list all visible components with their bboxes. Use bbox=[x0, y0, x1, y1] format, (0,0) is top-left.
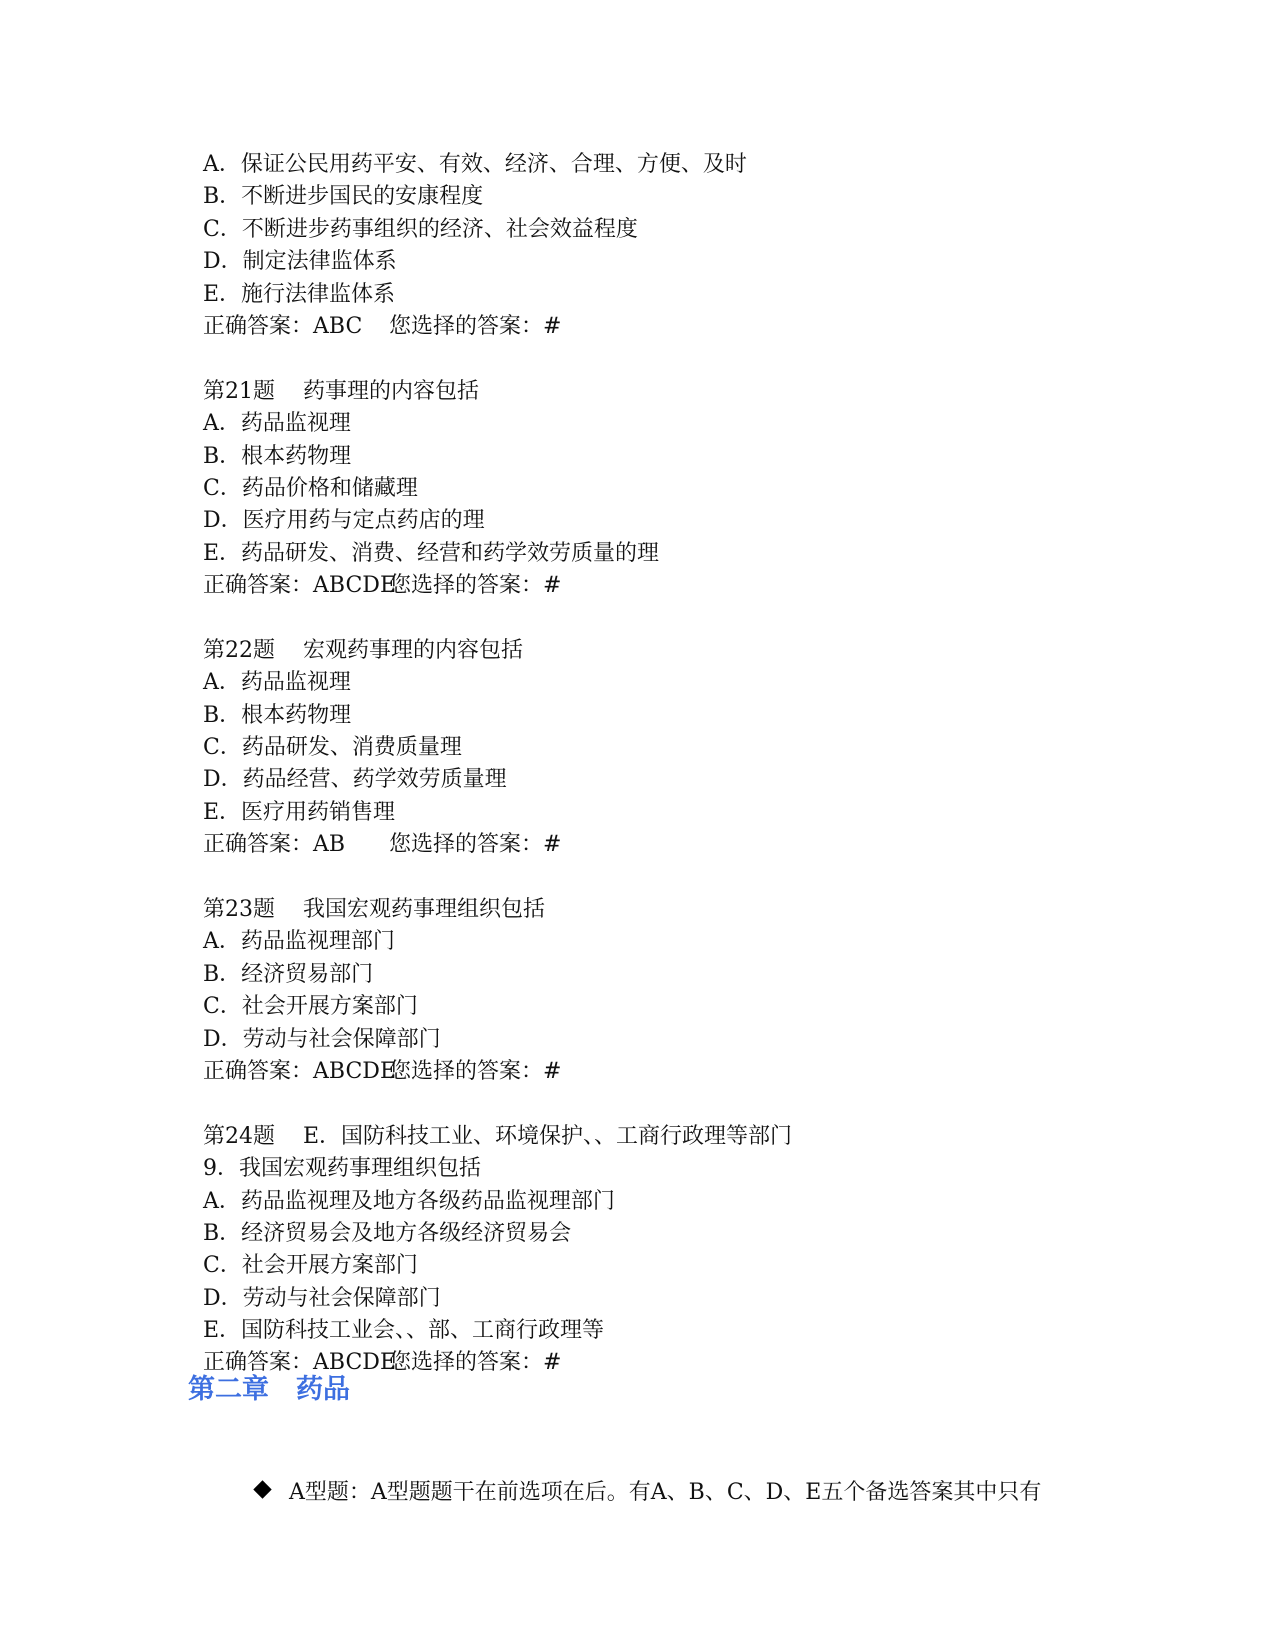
option-e: E．医疗用药销售理 bbox=[203, 799, 396, 825]
question-type-text: A型题：A型题题干在前选项在后。有A、B、C、D、E五个备选答案其中只有 bbox=[288, 1480, 1042, 1505]
question-subtext: 9．我国宏观药事理组织包括 bbox=[203, 1156, 481, 1182]
correct-answer-value: ABCDE bbox=[313, 1350, 397, 1376]
question-21 bbox=[203, 376, 1103, 603]
your-answer: 您选择的答案：# bbox=[389, 832, 562, 858]
option-d: D．药品经营、药学效劳质量理 bbox=[203, 767, 507, 793]
answer-line bbox=[203, 1056, 1103, 1088]
option-c: C．药品价格和储藏理 bbox=[203, 475, 418, 501]
option-a: A．保证公民用药平安、有效、经济、合理、方便、及时 bbox=[203, 152, 747, 177]
question-text: 我国宏观药事理组织包括 bbox=[303, 896, 546, 922]
option-c: C．不断进步药事组织的经济、社会效益程度 bbox=[203, 216, 638, 242]
question-title bbox=[203, 1121, 1103, 1153]
option-c: C．药品研发、消费质量理 bbox=[203, 735, 462, 761]
option-d: D．劳动与社会保障部门 bbox=[203, 1026, 441, 1052]
option-d: D．制定法律监体系 bbox=[203, 249, 397, 275]
option-e: E．施行法律监体系 bbox=[203, 281, 396, 307]
question-text: E．国防科技工业、环境保护、、工商行政理等部门 bbox=[303, 1123, 793, 1149]
your-answer: 您选择的答案：# bbox=[389, 573, 562, 599]
question-24 bbox=[203, 1121, 1103, 1380]
question-title bbox=[203, 894, 1103, 926]
option-a: A．药品监视理 bbox=[203, 411, 351, 437]
answer-line bbox=[203, 829, 1103, 861]
correct-answer-label: 正确答案： bbox=[203, 1350, 314, 1376]
question-23 bbox=[203, 894, 1103, 1088]
option-b: B．不断进步国民的安康程度 bbox=[203, 184, 484, 210]
option-b: B．根本药物理 bbox=[203, 702, 352, 728]
option-a: A．药品监视理部门 bbox=[203, 929, 395, 955]
your-answer: 您选择的答案：# bbox=[389, 1350, 562, 1376]
your-answer: 您选择的答案：# bbox=[389, 1058, 562, 1084]
question-title bbox=[203, 635, 1103, 667]
diamond-bullet-icon bbox=[253, 1480, 271, 1498]
question-text: 宏观药事理的内容包括 bbox=[303, 637, 524, 663]
correct-answer-label: 正确答案： bbox=[203, 1058, 314, 1084]
answer-line bbox=[203, 311, 1103, 343]
question-number: 第22题 bbox=[203, 637, 275, 663]
option-a: A．药品监视理及地方各级药品监视理部门 bbox=[203, 1188, 615, 1214]
your-answer: 您选择的答案：# bbox=[389, 313, 562, 339]
question-number: 第21题 bbox=[203, 378, 275, 404]
question-title bbox=[203, 376, 1103, 408]
question-22 bbox=[203, 635, 1103, 862]
correct-answer-label: 正确答案： bbox=[203, 573, 314, 599]
option-c: C．社会开展方案部门 bbox=[203, 1253, 418, 1279]
option-d: D．医疗用药与定点药店的理 bbox=[203, 508, 485, 534]
correct-answer-label: 正确答案： bbox=[203, 313, 314, 339]
correct-answer-label: 正确答案： bbox=[203, 832, 314, 858]
question-type-note bbox=[228, 1445, 1041, 1541]
option-e: E．药品研发、消费、经营和药学效劳质量的理 bbox=[203, 540, 660, 566]
question-number: 第24题 bbox=[203, 1123, 275, 1149]
question-block-prev bbox=[203, 149, 1103, 343]
option-b: B．经济贸易部门 bbox=[203, 961, 374, 987]
question-number: 第23题 bbox=[203, 896, 275, 922]
correct-answer-value: ABCDE bbox=[313, 573, 397, 599]
answer-line bbox=[203, 570, 1103, 602]
option-b: B．经济贸易会及地方各级经济贸易会 bbox=[203, 1220, 572, 1246]
correct-answer-value: ABCDE bbox=[313, 1058, 397, 1084]
option-a: A．药品监视理 bbox=[203, 670, 351, 696]
option-d: D．劳动与社会保障部门 bbox=[203, 1285, 441, 1311]
option-b: B．根本药物理 bbox=[203, 443, 352, 469]
question-list bbox=[203, 149, 1103, 1380]
option-c: C．社会开展方案部门 bbox=[203, 994, 418, 1020]
chapter-heading: 第二章 药品 bbox=[188, 1374, 350, 1405]
correct-answer-value: AB bbox=[313, 832, 346, 858]
option-e: E．国防科技工业会、、部、工商行政理等 bbox=[203, 1318, 605, 1344]
question-text: 药事理的内容包括 bbox=[303, 378, 480, 404]
correct-answer-value: ABC bbox=[313, 313, 363, 339]
